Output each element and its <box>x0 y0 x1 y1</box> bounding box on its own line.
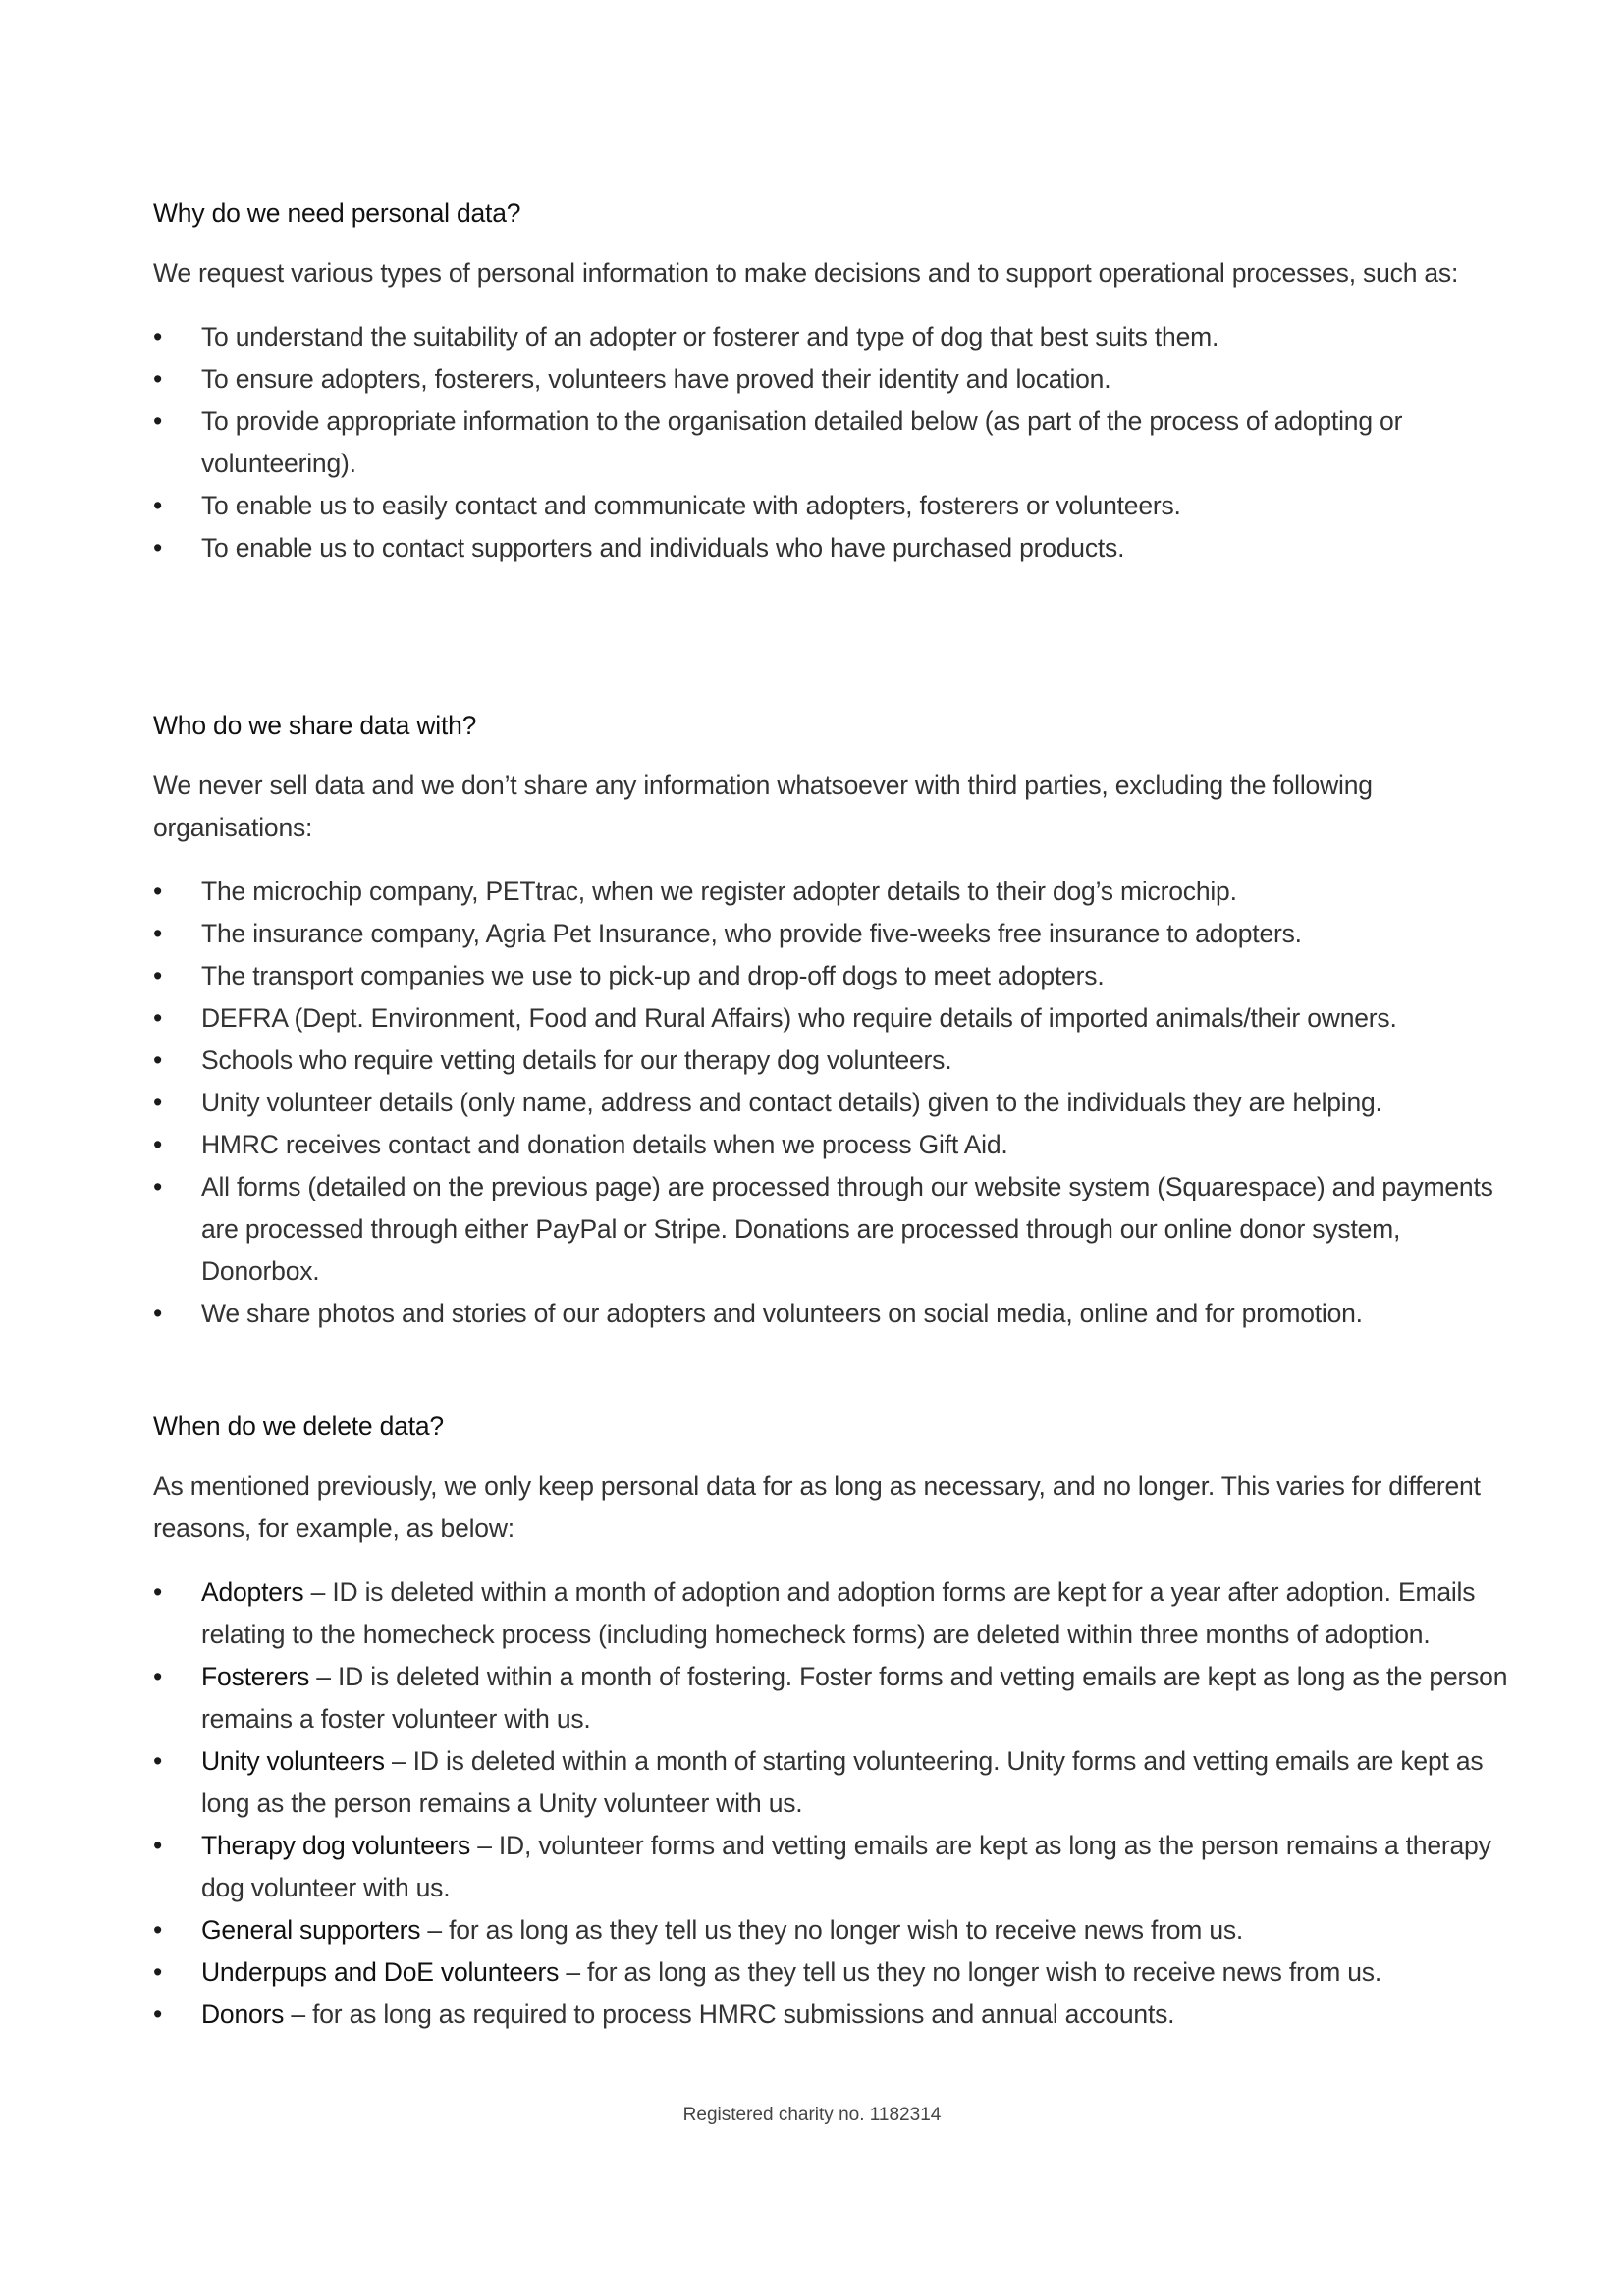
list-item <box>153 1825 1518 1909</box>
list-item-term: Fosterers <box>201 1662 310 1691</box>
list-item <box>153 1166 1518 1293</box>
bullet-icon: • <box>153 1003 163 1033</box>
list-item-text: – for as long as they tell us they no longer wish to receive news from us. <box>420 1915 1244 1945</box>
list-item-text: HMRC receives contact and donation details when we process Gift Aid. <box>201 1130 1008 1159</box>
bullet-icon: • <box>153 1831 163 1860</box>
list-item-text: To ensure adopters, fosterers, volunteers have proved their identity and location. <box>201 364 1111 394</box>
list-item-text: – ID is deleted within a month of fostering. Foster forms and vetting emails are kept as long as the person remains a foster volunteer with us. <box>201 1662 1508 1734</box>
list-item <box>153 400 1518 485</box>
bullet-icon: • <box>153 919 163 948</box>
bullet-icon: • <box>153 961 163 990</box>
list-item <box>153 1293 1518 1335</box>
list-item <box>153 358 1518 400</box>
section-intro: We request various types of personal information to make decisions and to support operational processes, such as: <box>153 258 1459 288</box>
list-item-text: Unity volunteer details (only name, address and contact details) given to the individuals they are helping. <box>201 1088 1382 1117</box>
section-intro: As mentioned previously, we only keep personal data for as long as necessary, and no longer. This varies for different reasons, for example, as below: <box>153 1471 1481 1543</box>
list-item-text: The insurance company, Agria Pet Insurance, who provide five-weeks free insurance to adopters. <box>201 919 1302 948</box>
list-item-text: To enable us to contact supporters and individuals who have purchased products. <box>201 533 1125 562</box>
bullet-icon: • <box>153 1130 163 1159</box>
list-item-term: Donors <box>201 2000 285 2029</box>
list-item-text: The microchip company, PETtrac, when we register adopter details to their dog’s microchip. <box>201 877 1237 906</box>
list-item-text: The transport companies we use to pick-up and drop-off dogs to meet adopters. <box>201 961 1105 990</box>
list-item <box>153 527 1518 569</box>
section-when-delete-data <box>153 1406 1518 2036</box>
list-item-text: We share photos and stories of our adopters and volunteers on social media, online and for promotion. <box>201 1299 1363 1328</box>
list-item-term: General supporters <box>201 1915 421 1945</box>
list-item-text: To understand the suitability of an adopter or fosterer and type of dog that best suits them. <box>201 322 1219 351</box>
bullet-list <box>153 316 1518 569</box>
bullet-icon: • <box>153 1172 163 1201</box>
section-heading: Who do we share data with? <box>153 711 477 740</box>
bullet-icon: • <box>153 1746 163 1776</box>
bullet-icon: • <box>153 533 163 562</box>
list-item <box>153 1656 1518 1740</box>
list-item-term: Adopters <box>201 1577 304 1607</box>
bullet-icon: • <box>153 364 163 394</box>
page-footer: Registered charity no. 1182314 <box>682 2105 942 2125</box>
list-item-text: – for as long as required to process HMRC submissions and annual accounts. <box>284 2000 1175 2029</box>
list-item <box>153 485 1518 527</box>
bullet-list <box>153 871 1518 1335</box>
list-item-text: DEFRA (Dept. Environment, Food and Rural Affairs) who require details of imported animals/their owners. <box>201 1003 1397 1033</box>
list-item-term: Unity volunteers <box>201 1746 385 1776</box>
list-item-term: Therapy dog volunteers <box>201 1831 471 1860</box>
list-item <box>153 1740 1518 1825</box>
list-item <box>153 955 1518 997</box>
bullet-icon: • <box>153 1662 163 1691</box>
bullet-icon: • <box>153 322 163 351</box>
list-item-text: – ID is deleted within a month of starting volunteering. Unity forms and vetting emails are kept as long as the person remains a Unity volunteer with us. <box>201 1746 1484 1818</box>
list-item <box>153 997 1518 1040</box>
bullet-icon: • <box>153 1957 163 1987</box>
section-why-personal-data <box>153 192 1518 569</box>
list-item <box>153 913 1518 955</box>
list-item <box>153 1040 1518 1082</box>
list-item-text: To enable us to easily contact and communicate with adopters, fosterers or volunteers. <box>201 491 1181 520</box>
list-item <box>153 316 1518 358</box>
list-item <box>153 1909 1518 1951</box>
section-heading: Why do we need personal data? <box>153 198 521 228</box>
list-item <box>153 1124 1518 1166</box>
list-item-text: – ID is deleted within a month of adoption and adoption forms are kept for a year after adoption. Emails relating to the homecheck process (including homecheck forms) are deleted within three months of adoption. <box>201 1577 1476 1649</box>
bullet-icon: • <box>153 1088 163 1117</box>
list-item-text: All forms (detailed on the previous page) are processed through our website system (Squarespace) and payments are processed through either PayPal or Stripe. Donations are processed through our online donor system, Donorbox. <box>201 1172 1493 1286</box>
bullet-list <box>153 1572 1518 2036</box>
section-heading: When do we delete data? <box>153 1412 444 1441</box>
section-who-share-data <box>153 705 1518 1335</box>
bullet-icon: • <box>153 1299 163 1328</box>
section-intro: We never sell data and we don’t share any information whatsoever with third parties, excluding the following organisations: <box>153 771 1373 842</box>
list-item <box>153 1951 1518 1994</box>
list-item <box>153 1082 1518 1124</box>
list-item-text: To provide appropriate information to the organisation detailed below (as part of the process of adopting or volunteering). <box>201 406 1403 478</box>
list-item <box>153 1994 1518 2036</box>
bullet-icon: • <box>153 1915 163 1945</box>
list-item-text: Schools who require vetting details for our therapy dog volunteers. <box>201 1045 952 1075</box>
list-item-text: – for as long as they tell us they no longer wish to receive news from us. <box>559 1957 1382 1987</box>
list-item-text: – ID, volunteer forms and vetting emails are kept as long as the person remains a therapy dog volunteer with us. <box>201 1831 1491 1902</box>
bullet-icon: • <box>153 2000 163 2029</box>
list-item <box>153 871 1518 913</box>
list-item <box>153 1572 1518 1656</box>
bullet-icon: • <box>153 491 163 520</box>
bullet-icon: • <box>153 406 163 436</box>
bullet-icon: • <box>153 1577 163 1607</box>
bullet-icon: • <box>153 1045 163 1075</box>
list-item-term: Underpups and DoE volunteers <box>201 1957 560 1987</box>
bullet-icon: • <box>153 877 163 906</box>
